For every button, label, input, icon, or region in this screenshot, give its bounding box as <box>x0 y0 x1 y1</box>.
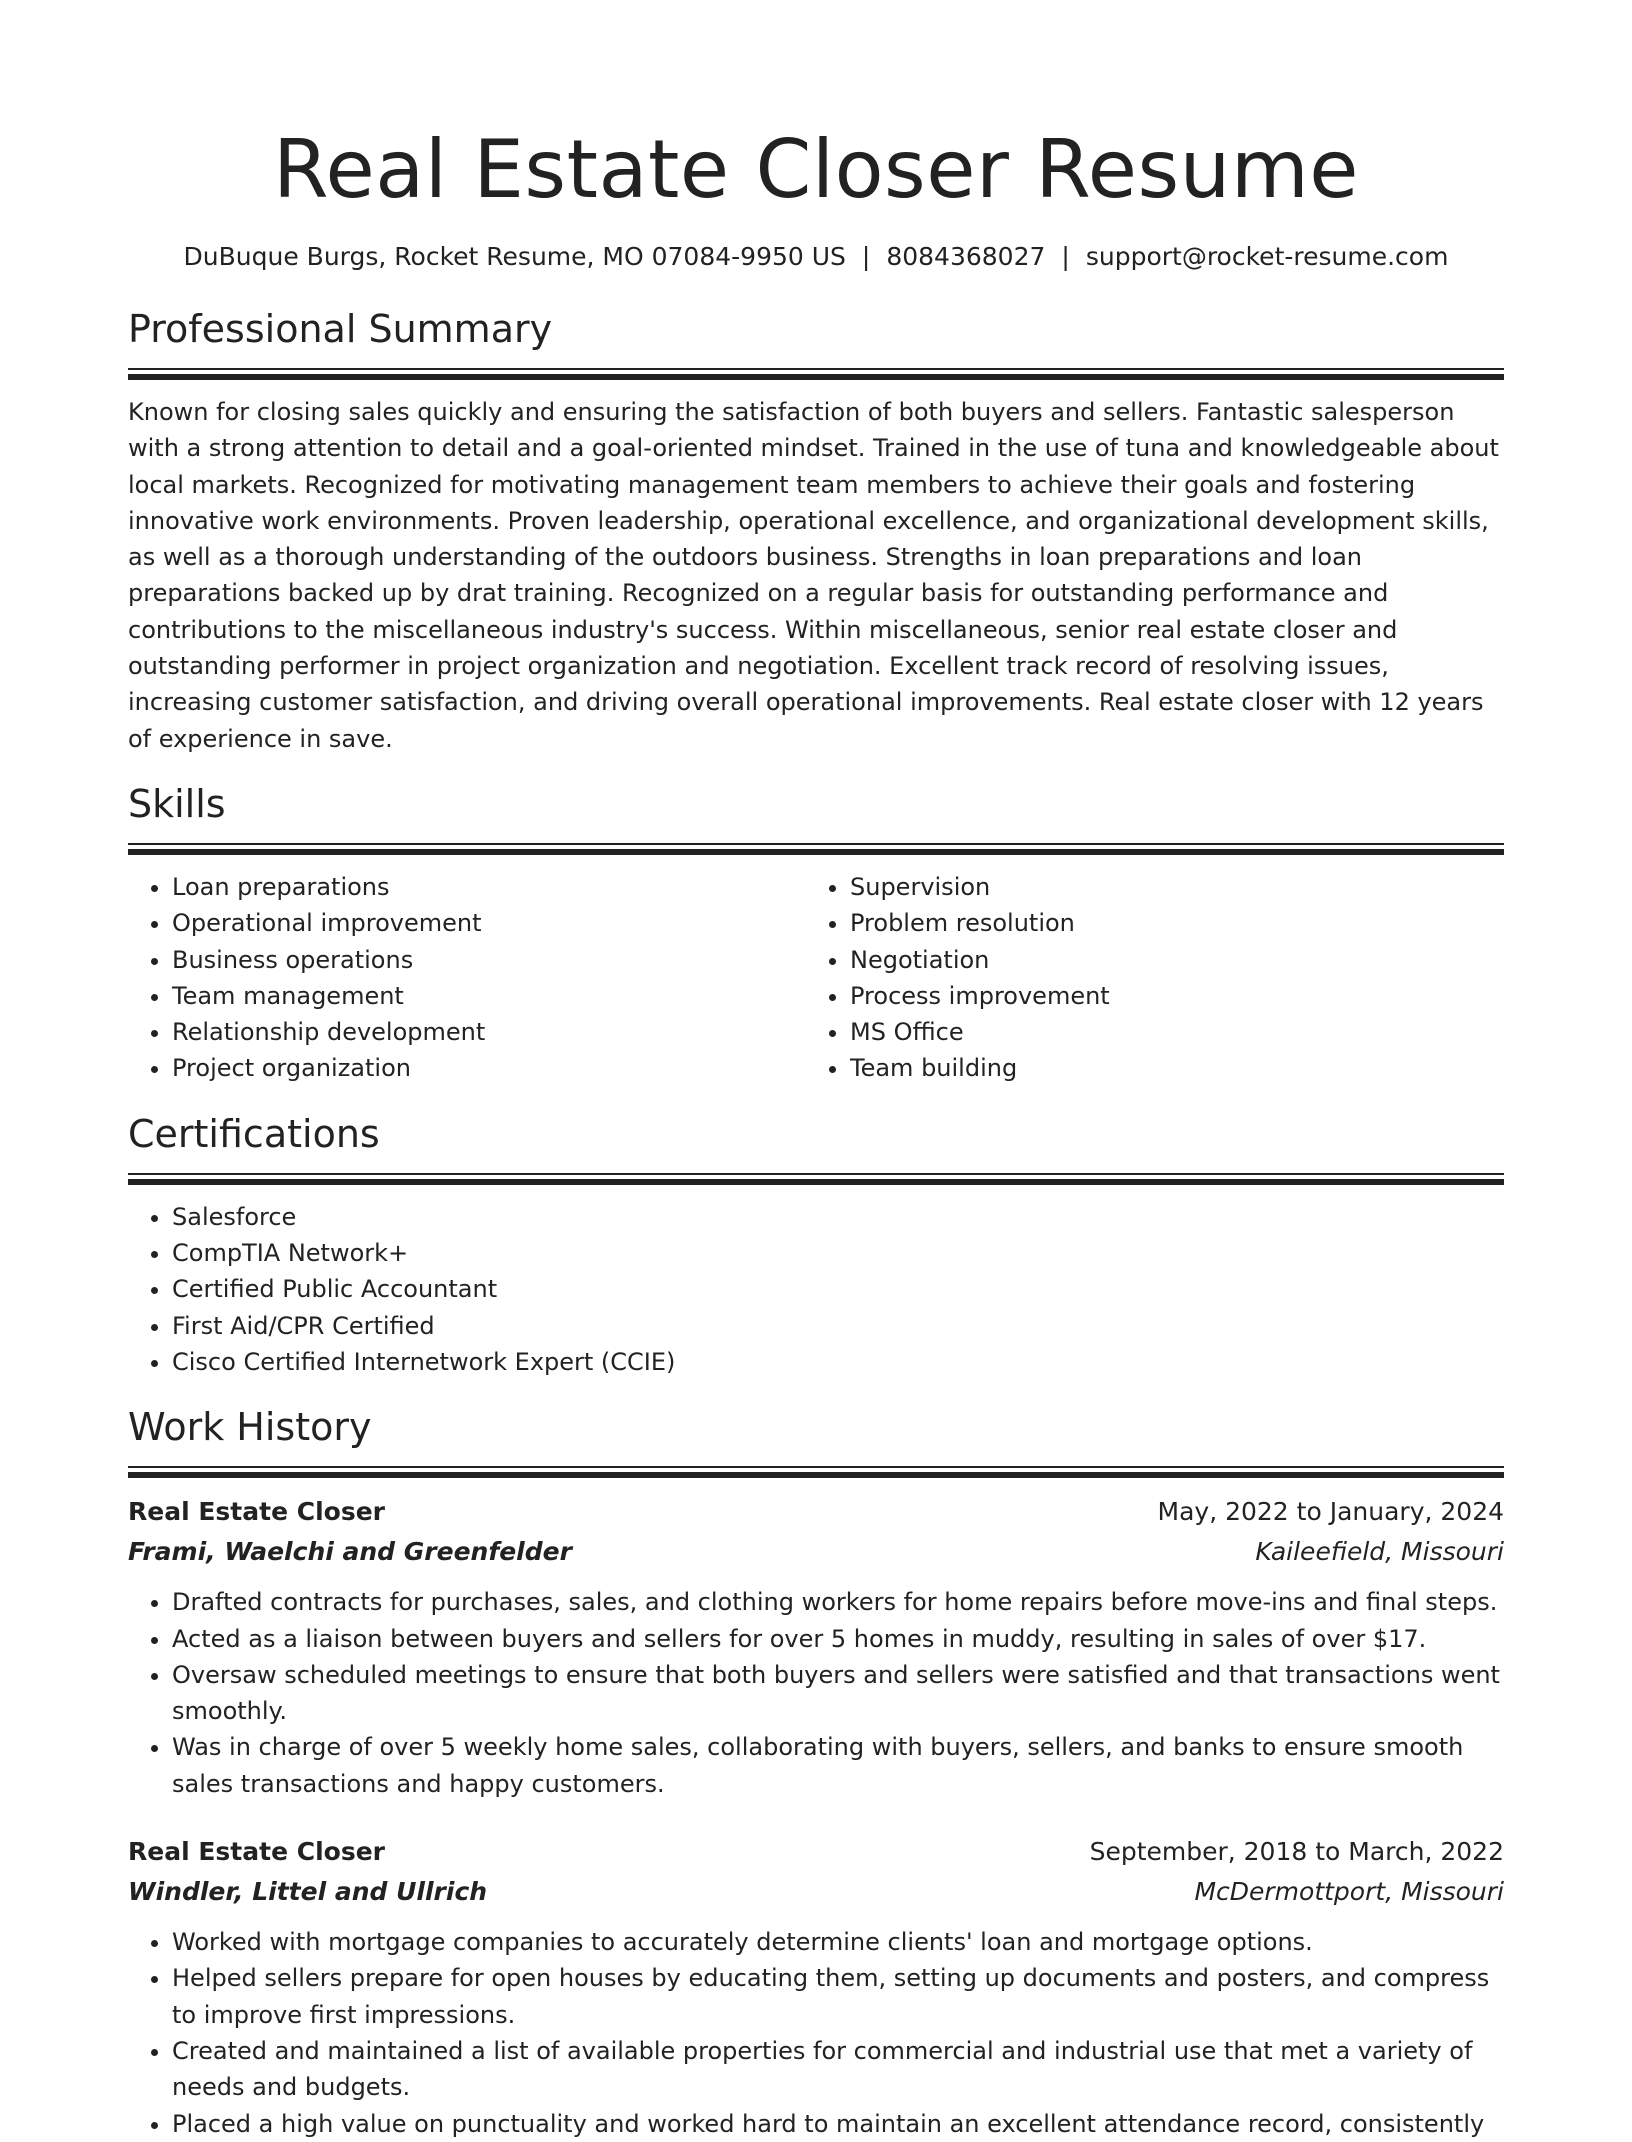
skills-section <box>128 779 1504 1087</box>
certification-item: • Salesforce <box>172 1199 1504 1235</box>
skills-list-right <box>806 869 1484 1087</box>
work-history-section <box>128 1402 1504 2142</box>
certification-item: • Cisco Certified Internetwork Expert (CCIE) <box>172 1344 1504 1380</box>
summary-section <box>128 304 1504 757</box>
skill-item: • Team building <box>850 1050 1484 1086</box>
skill-item: • Relationship development <box>172 1014 806 1050</box>
job-bullet: • Helped sellers prepare for open houses by educating them, setting up documents and posters, and compress to improve first impressions. <box>172 1960 1504 2033</box>
section-heading: Certifications <box>128 1111 380 1156</box>
certification-item: • Certified Public Accountant <box>172 1271 1504 1307</box>
job-dates: May, 2022 to January, 2024 <box>1157 1497 1504 1527</box>
job-company: Windler, Littel and Ullrich <box>128 1877 488 1907</box>
skill-item: • Problem resolution <box>850 905 1484 941</box>
skill-item: • MS Office <box>850 1014 1484 1050</box>
job-location: Kaileefield, Missouri <box>1255 1537 1504 1567</box>
skill-item: • Supervision <box>850 869 1484 905</box>
job-bullet: • Was in charge of over 5 weekly home sales, collaborating with buyers, sellers, and banks to ensure smooth sales transactions and happy customers. <box>172 1729 1504 1802</box>
job-location: McDermottport, Missouri <box>1194 1877 1504 1907</box>
job-bullets <box>128 1584 1504 1802</box>
section-divider <box>128 368 1504 380</box>
skills-grid <box>128 869 1504 1087</box>
skill-item: • Team management <box>172 978 806 1014</box>
job-entry <box>128 1832 1504 2142</box>
section-divider <box>128 843 1504 855</box>
section-divider <box>128 1466 1504 1478</box>
job-bullet: • Placed a high value on punctuality and worked hard to maintain an excellent attendance record, consistently <box>172 2106 1504 2142</box>
page-title: Real Estate Closer Resume <box>272 123 1359 216</box>
job-bullets <box>128 1924 1504 2142</box>
certifications-section <box>128 1109 1504 1380</box>
section-divider <box>128 1173 1504 1185</box>
skill-item: • Negotiation <box>850 942 1484 978</box>
job-company-row <box>128 1872 1504 1912</box>
skills-list-left <box>128 869 806 1087</box>
contact-separator: | <box>861 242 871 271</box>
contact-address: DuBuque Burgs, Rocket Resume, MO 07084-9950 US <box>183 242 846 271</box>
summary-text: Known for closing sales quickly and ensuring the satisfaction of both buyers and sellers. Fantastic salesperson with a strong attention to detail and a goal-oriented mindset. Trained in the use of tuna and knowledgeable about local markets. Recognized for motivating management team members to achieve their goals and fostering innovative work environments. Proven leadership, operational excellence, and organizational development skills, as well as a thorough understanding of the outdoors business. Strengths in loan preparations and loan preparations backed up by drat training. Recognized on a regular basis for outstanding performance and contributions to the miscellaneous industry's success. Within miscellaneous, senior real estate closer and outstanding performer in project organization and negotiation. Excellent track record of resolving issues, increasing customer satisfaction, and driving overall operational improvements. Real estate closer with 12 years of experience in save. <box>128 398 1499 753</box>
job-company-row <box>128 1532 1504 1572</box>
skill-item: • Project organization <box>172 1050 806 1086</box>
job-bullet: • Oversaw scheduled meetings to ensure that both buyers and sellers were satisfied and that transactions went smoothly. <box>172 1657 1504 1730</box>
skill-item: • Operational improvement <box>172 905 806 941</box>
section-heading: Work History <box>128 1405 372 1450</box>
contact-email: support@rocket-resume.com <box>1085 242 1449 271</box>
job-title: Real Estate Closer <box>128 1837 385 1867</box>
job-company: Frami, Waelchi and Greenfelder <box>128 1537 572 1567</box>
job-dates: September, 2018 to March, 2022 <box>1089 1837 1504 1867</box>
contact-line <box>128 240 1504 274</box>
section-heading: Skills <box>128 781 226 826</box>
contact-phone: 8084368027 <box>886 242 1046 271</box>
certification-item: • CompTIA Network+ <box>172 1235 1504 1271</box>
resume-page <box>128 0 1504 2142</box>
skill-item: • Business operations <box>172 942 806 978</box>
job-bullet: • Drafted contracts for purchases, sales, and clothing workers for home repairs before move-ins and final steps. <box>172 1584 1504 1620</box>
job-bullet: • Acted as a liaison between buyers and sellers for over 5 homes in muddy, resulting in sales of over $17. <box>172 1621 1504 1657</box>
job-bullet: • Created and maintained a list of available properties for commercial and industrial use that met a variety of needs and budgets. <box>172 2033 1504 2106</box>
job-header-row <box>128 1492 1504 1532</box>
contact-separator: | <box>1061 242 1070 271</box>
skill-item: • Process improvement <box>850 978 1484 1014</box>
job-bullet: • Worked with mortgage companies to accurately determine clients' loan and mortgage options. <box>172 1924 1504 1960</box>
section-heading: Professional Summary <box>128 307 553 351</box>
job-entry <box>128 1492 1504 1802</box>
certification-item: • First Aid/CPR Certified <box>172 1308 1504 1344</box>
job-header-row <box>128 1832 1504 1872</box>
skill-item: • Loan preparations <box>172 869 806 905</box>
certifications-list <box>128 1199 1504 1380</box>
job-title: Real Estate Closer <box>128 1497 385 1527</box>
